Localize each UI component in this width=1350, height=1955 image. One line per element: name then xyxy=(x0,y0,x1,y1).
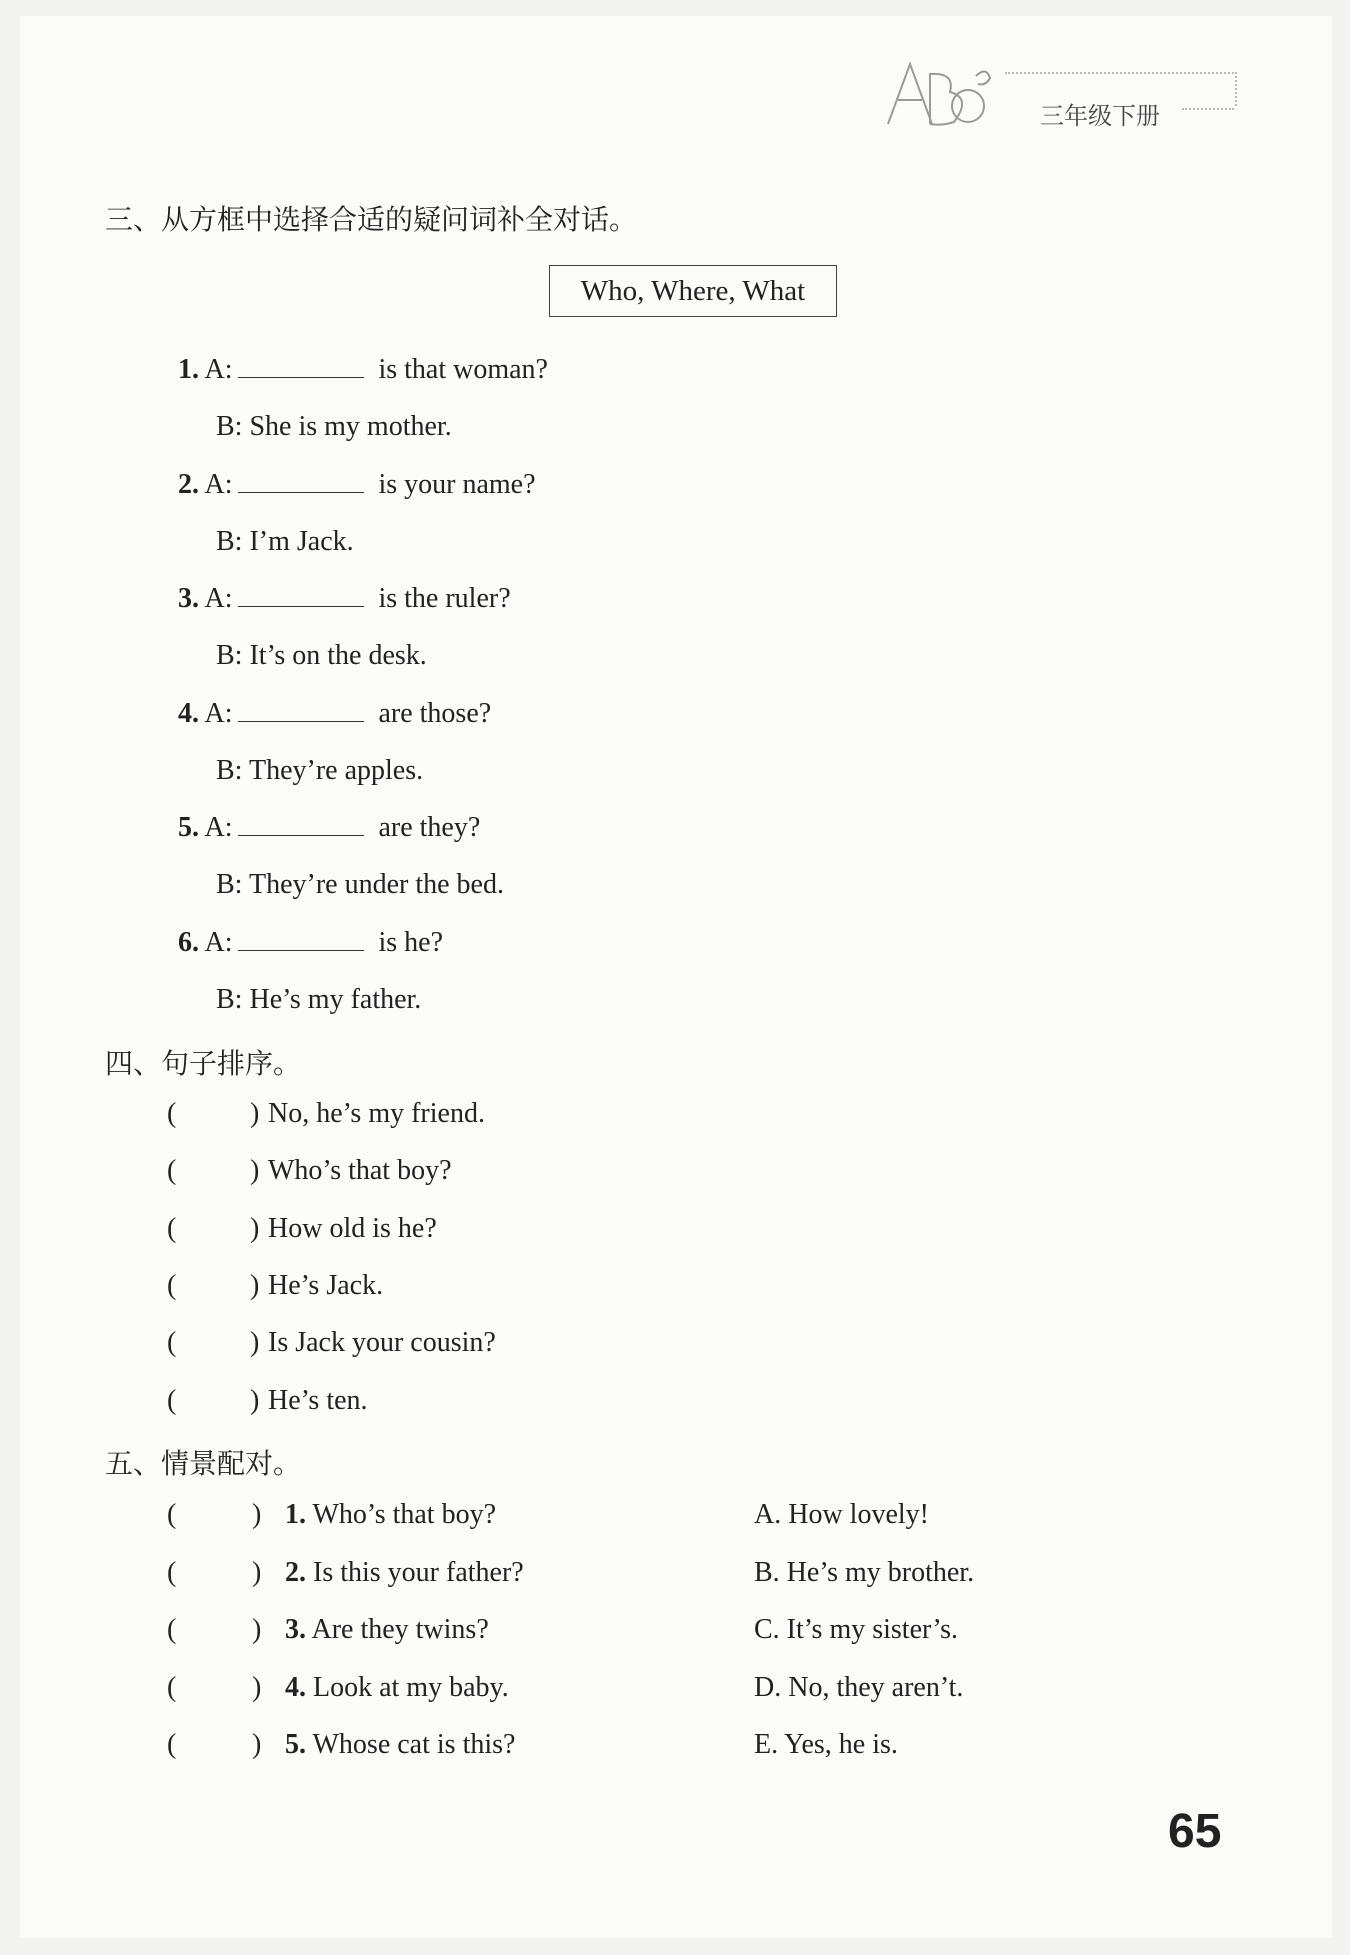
question-text: are those? xyxy=(378,697,492,729)
match-paren-close[interactable]: ) xyxy=(252,1499,262,1530)
match-question xyxy=(285,1672,509,1704)
question-text: Look at my baby. xyxy=(313,1671,509,1703)
grade-label: 三年级下册 xyxy=(1040,102,1160,130)
speaker-label-b: B: xyxy=(216,983,243,1015)
match-question xyxy=(285,1614,489,1646)
speaker-label-b: B: xyxy=(216,869,243,900)
item-number: 6. xyxy=(178,926,199,958)
dialogue-line-b xyxy=(216,869,504,901)
order-paren-close[interactable]: ) xyxy=(250,1098,260,1129)
answer-blank[interactable] xyxy=(238,586,364,607)
page-number: 65 xyxy=(1168,1805,1222,1858)
question-text: Are they twins? xyxy=(311,1614,489,1645)
dialogue-line-b xyxy=(216,526,354,558)
answer-text: They’re under the bed. xyxy=(248,869,504,900)
match-answer: B. He’s my brother. xyxy=(754,1556,975,1588)
order-paren-close[interactable]: ) xyxy=(250,1212,260,1244)
match-paren-open[interactable]: ( xyxy=(167,1499,177,1530)
question-text: Who’s that boy? xyxy=(312,1499,497,1530)
answer-text: They’re apples. xyxy=(248,754,424,786)
match-paren-close[interactable]: ) xyxy=(252,1556,262,1588)
match-question xyxy=(285,1499,496,1531)
sentence-to-order: Who’s that boy? xyxy=(268,1155,452,1187)
section-3-title: 三、从方框中选择合适的疑问词补全对话。 xyxy=(105,203,638,236)
match-question xyxy=(285,1557,524,1589)
dialogue-line-a xyxy=(178,354,548,386)
item-number: 1. xyxy=(178,354,199,385)
item-number: 1. xyxy=(285,1499,306,1530)
answer-text: I’m Jack. xyxy=(249,525,354,557)
question-text: Whose cat is this? xyxy=(312,1729,516,1760)
answer-blank[interactable] xyxy=(238,472,364,493)
match-paren-open[interactable]: ( xyxy=(167,1556,177,1588)
item-number: 3. xyxy=(178,583,199,614)
answer-blank[interactable] xyxy=(238,815,364,836)
abc-logo-icon xyxy=(880,54,1000,129)
order-paren-open[interactable]: ( xyxy=(167,1212,177,1244)
match-answer: A. How lovely! xyxy=(754,1499,929,1530)
item-number: 2. xyxy=(285,1556,306,1588)
answer-blank[interactable] xyxy=(238,701,364,722)
answer-text: She is my mother. xyxy=(249,411,452,442)
question-text: is your name? xyxy=(378,468,536,500)
speaker-label-b: B: xyxy=(216,411,243,442)
answer-blank[interactable] xyxy=(238,357,364,378)
match-question xyxy=(285,1729,515,1761)
item-number: 3. xyxy=(285,1614,306,1645)
item-number: 4. xyxy=(178,697,199,729)
match-paren-close[interactable]: ) xyxy=(252,1614,262,1645)
match-answer: C. It’s my sister’s. xyxy=(754,1614,959,1645)
dialogue-line-a xyxy=(178,812,480,844)
sentence-to-order: How old is he? xyxy=(268,1212,437,1244)
item-number: 5. xyxy=(178,812,199,843)
sentence-to-order: He’s ten. xyxy=(268,1384,368,1416)
dialogue-line-a xyxy=(178,698,491,730)
question-text: is that woman? xyxy=(378,354,548,385)
dialogue-line-b xyxy=(216,411,452,443)
order-paren-open[interactable]: ( xyxy=(167,1098,177,1129)
speaker-label-a: A: xyxy=(204,468,233,500)
order-paren-close[interactable]: ) xyxy=(250,1327,260,1359)
header-dotted-line xyxy=(1005,72,1237,74)
order-paren-close[interactable]: ) xyxy=(250,1269,260,1301)
order-paren-open[interactable]: ( xyxy=(167,1384,177,1416)
header-dotted-line xyxy=(1235,72,1237,106)
sentence-to-order: Is Jack your cousin? xyxy=(268,1327,496,1359)
speaker-label-b: B: xyxy=(216,754,243,786)
question-text: is he? xyxy=(378,926,443,958)
word-box: Who, Where, What xyxy=(549,265,837,317)
speaker-label-a: A: xyxy=(204,697,233,729)
speaker-label-b: B: xyxy=(216,525,243,557)
answer-text: He’s my father. xyxy=(249,983,422,1015)
dialogue-line-b xyxy=(216,755,423,787)
sentence-to-order: He’s Jack. xyxy=(268,1269,384,1301)
speaker-label-a: A: xyxy=(204,926,233,958)
order-paren-open[interactable]: ( xyxy=(167,1155,177,1187)
sentence-to-order: No, he’s my friend. xyxy=(268,1098,485,1129)
match-paren-close[interactable]: ) xyxy=(252,1671,262,1703)
speaker-label-b: B: xyxy=(216,640,243,671)
order-paren-open[interactable]: ( xyxy=(167,1269,177,1301)
order-paren-close[interactable]: ) xyxy=(250,1155,260,1187)
order-paren-open[interactable]: ( xyxy=(167,1327,177,1359)
dialogue-line-a xyxy=(178,469,536,501)
dialogue-line-b xyxy=(216,984,421,1016)
question-text: are they? xyxy=(378,812,481,843)
item-number: 5. xyxy=(285,1729,306,1760)
speaker-label-a: A: xyxy=(204,583,233,614)
match-paren-close[interactable]: ) xyxy=(252,1729,262,1760)
answer-text: It’s on the desk. xyxy=(249,640,427,671)
dialogue-line-a xyxy=(178,583,511,615)
speaker-label-a: A: xyxy=(204,812,233,843)
order-paren-close[interactable]: ) xyxy=(250,1384,260,1416)
match-paren-open[interactable]: ( xyxy=(167,1614,177,1645)
answer-blank[interactable] xyxy=(238,930,364,951)
question-text: Is this your father? xyxy=(313,1556,524,1588)
section-5-title: 五、情景配对。 xyxy=(105,1447,302,1480)
match-answer: E. Yes, he is. xyxy=(754,1729,898,1760)
item-number: 4. xyxy=(285,1671,306,1703)
section-4-title: 四、句子排序。 xyxy=(105,1047,302,1080)
dialogue-line-b xyxy=(216,640,427,672)
header-dotted-line xyxy=(1182,108,1234,110)
speaker-label-a: A: xyxy=(204,354,233,385)
item-number: 2. xyxy=(178,468,199,500)
match-paren-open[interactable]: ( xyxy=(167,1729,177,1760)
question-text: is the ruler? xyxy=(378,583,511,614)
dialogue-line-a xyxy=(178,927,443,959)
match-answer: D. No, they aren’t. xyxy=(754,1671,964,1703)
match-paren-open[interactable]: ( xyxy=(167,1671,177,1703)
